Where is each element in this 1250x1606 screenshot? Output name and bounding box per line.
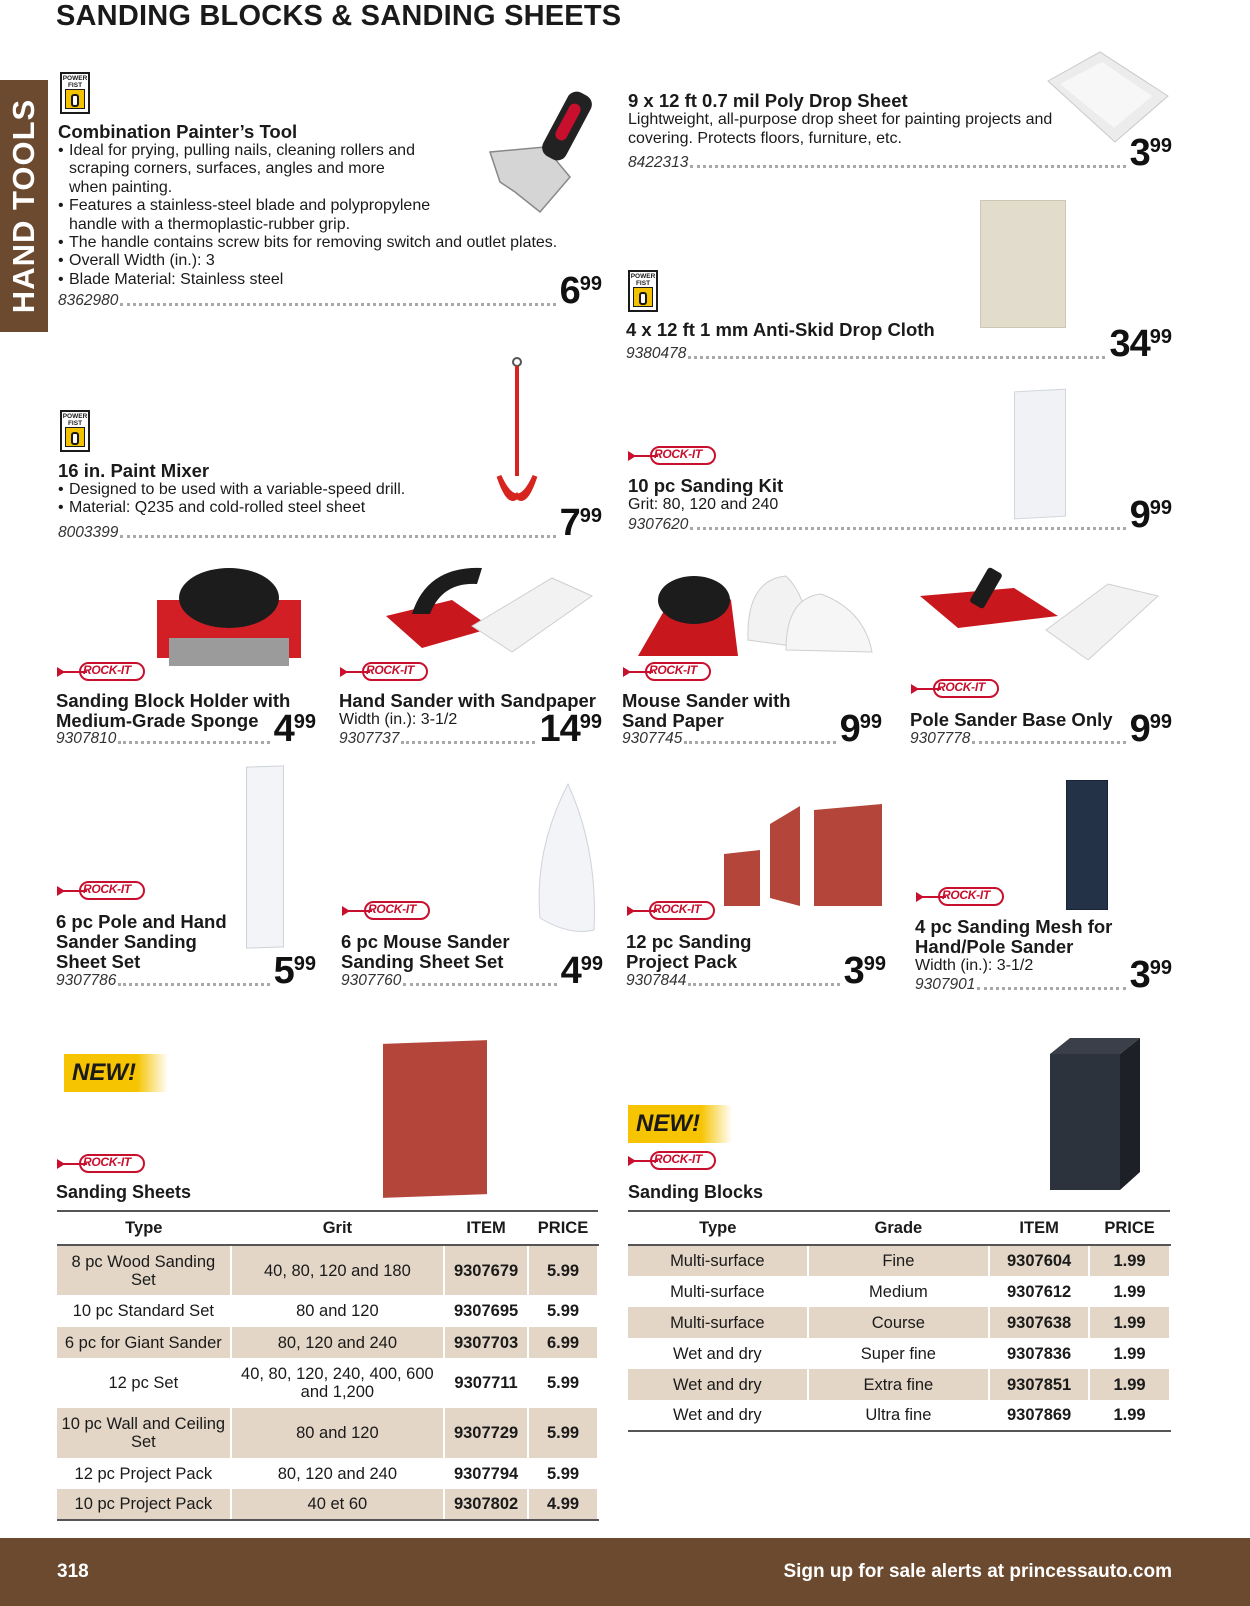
fist-icon [65, 427, 85, 447]
product-title: 6 pc Mouse Sander Sanding Sheet Set [341, 931, 510, 972]
sku-price-row [622, 710, 882, 748]
sku: 9307786 [56, 972, 117, 989]
product-title: Combination Painter’s Tool [58, 121, 298, 142]
sku-price-row [58, 504, 602, 542]
price: 399 [1129, 954, 1172, 996]
price: 499 [560, 950, 603, 992]
product-title: 10 pc Sanding Kit [628, 475, 784, 496]
fist-icon [65, 89, 85, 109]
sku-price-row [339, 710, 602, 748]
sku: 9380478 [626, 345, 687, 362]
price: 499 [273, 708, 316, 750]
product-title: 4 pc Sanding Mesh for Hand/Pole Sander [915, 916, 1113, 957]
mouse-sheets-image [534, 780, 600, 940]
sku: 8362980 [58, 292, 119, 309]
product-title: Pole Sander Base Only [910, 709, 1113, 730]
product-desc: Grit: 80, 120 and 240 [628, 496, 779, 513]
table-row: 10 pc Standard Set 80 and 120 9307695 5.99 [57, 1295, 598, 1327]
table-row: 10 pc Wall and Ceiling Set 80 and 120 9307729 5.99 [57, 1408, 598, 1458]
rock-it-logo: ROCK-IT [916, 886, 1008, 908]
col-item: ITEM [444, 1211, 528, 1245]
paint-mixer-image [495, 356, 541, 526]
pole-sander-image [918, 560, 1164, 660]
table-row: Wet and dry Ultra fine 9307869 1.99 [628, 1400, 1170, 1431]
product-title: 16 in. Paint Mixer [58, 460, 210, 481]
new-badge: NEW! [64, 1054, 168, 1092]
table-row: Multi-surface Medium 9307612 1.99 [628, 1276, 1170, 1307]
price: 3499 [1109, 323, 1172, 365]
sheets-table-title: Sanding Sheets [56, 1182, 192, 1202]
sku-price-row [910, 710, 1172, 748]
product-bullets: • Ideal for prying, pulling nails, cleaning rollers and scraping corners, surfaces, angles and more when painting. • Features a stainless-steel blade and polypropylene handle with a thermoplastic-rubber grip. • The handle contains screw bits for removing switch and outlet plates. • Overall Width (in.): 3 • Blade Material: Stainless steel [58, 142, 598, 289]
sku: 9307901 [915, 976, 976, 993]
table-row: Multi-surface Fine 9307604 1.99 [628, 1245, 1170, 1276]
pole-hand-sheets-image [246, 765, 284, 948]
rock-it-logo: ROCK-IT [623, 661, 715, 683]
page-number: 318 [57, 1561, 89, 1582]
rock-it-logo: ROCK-IT [340, 661, 432, 683]
sku: 9307737 [339, 730, 400, 747]
sku-price-row [628, 496, 1172, 534]
price: 999 [839, 708, 882, 750]
new-badge: NEW! [628, 1105, 732, 1143]
col-price: PRICE [1089, 1211, 1170, 1245]
product-desc: Width (in.): 3-1/2 [915, 957, 1034, 974]
product-title: Hand Sander with Sandpaper [339, 690, 596, 711]
sanding-block-image [1044, 1034, 1144, 1192]
page-title: SANDING BLOCKS & SANDING SHEETS [56, 0, 622, 32]
power-fist-logo: POWER FIST [60, 72, 90, 114]
rock-it-logo: ROCK-IT [342, 900, 434, 922]
page-footer [0, 1538, 1250, 1606]
product-painters-tool[interactable] [58, 122, 598, 289]
product-title: 6 pc Pole and Hand Sander Sanding Sheet Set [56, 911, 227, 972]
rock-it-logo: ROCK-IT [628, 445, 720, 467]
sanding-sheet-image [383, 1040, 487, 1198]
price: 399 [843, 950, 886, 992]
product-title: 4 x 12 ft 1 mm Anti-Skid Drop Cloth [626, 319, 935, 340]
sku-price-row [56, 710, 316, 748]
table-row: 12 pc Project Pack 80, 120 and 240 9307794 5.99 [57, 1458, 598, 1489]
rock-it-logo: ROCK-IT [57, 880, 149, 902]
table-row: Wet and dry Extra fine 9307851 1.99 [628, 1369, 1170, 1400]
product-desc: Lightweight, all-purpose drop sheet for painting projects and covering. Protects floors, furniture, etc. [628, 111, 1053, 147]
col-type: Type [628, 1211, 808, 1245]
power-fist-logo: POWER FIST [628, 270, 658, 312]
sku-price-row [626, 325, 1172, 363]
rock-it-logo: ROCK-IT [911, 678, 1003, 700]
price: 999 [1129, 494, 1172, 536]
table-row: 10 pc Project Pack 40 et 60 9307802 4.99 [57, 1489, 598, 1520]
price: 1499 [539, 708, 602, 750]
price: 799 [559, 502, 602, 544]
product-bullets: • Designed to be used with a variable-speed drill. • Material: Q235 and cold-rolled steel sheet [58, 481, 498, 518]
col-price: PRICE [528, 1211, 598, 1245]
rock-it-logo: ROCK-IT [628, 1150, 720, 1172]
price: 399 [1129, 132, 1172, 174]
sku: 9307760 [341, 972, 402, 989]
drop-cloth-image [980, 200, 1066, 328]
sku-price-row [626, 952, 886, 990]
sku: 9307620 [628, 516, 689, 533]
sku: 8422313 [628, 154, 689, 171]
section-tab [0, 80, 48, 332]
project-pack-image [722, 802, 886, 912]
rock-it-logo: ROCK-IT [627, 900, 719, 922]
power-fist-logo: POWER FIST [60, 410, 90, 452]
rock-it-logo: ROCK-IT [57, 661, 149, 683]
table-row: 8 pc Wood Sanding Set 40, 80, 120 and 180 9307679 5.99 [57, 1245, 598, 1295]
table-header-row [628, 1211, 1170, 1245]
col-type: Type [57, 1211, 231, 1245]
sku-price-row [58, 272, 602, 310]
sale-alerts-link[interactable]: Sign up for sale alerts at princessauto.com [783, 1561, 1172, 1582]
price: 999 [1129, 708, 1172, 750]
sku: 8003399 [58, 524, 119, 541]
table-row: Multi-surface Course 9307638 1.99 [628, 1307, 1170, 1338]
mouse-sander-image [636, 560, 876, 662]
sku: 9307778 [910, 730, 971, 747]
product-title: Sanding Block Holder with Medium-Grade Sponge [56, 690, 291, 731]
blocks-table [628, 1210, 1171, 1432]
table-row: Wet and dry Super fine 9307836 1.99 [628, 1338, 1170, 1369]
table-row: 12 pc Set 40, 80, 120, 240, 400, 600 and 1,200 9307711 5.99 [57, 1358, 598, 1408]
sheets-table [57, 1210, 599, 1521]
sanding-mesh-image [1066, 780, 1108, 910]
section-tab-label: HAND TOOLS [6, 98, 41, 314]
sku-price-row [341, 952, 603, 990]
product-title: Mouse Sander with Sand Paper [622, 690, 791, 731]
hand-sander-image [382, 556, 602, 660]
sku: 9307745 [622, 730, 683, 747]
rock-it-logo: ROCK-IT [57, 1153, 149, 1175]
price: 699 [559, 270, 602, 312]
table-row: 6 pc for Giant Sander 80, 120 and 240 9307703 6.99 [57, 1327, 598, 1358]
col-grit: Grit [231, 1211, 444, 1245]
block-holder-image [155, 562, 305, 670]
col-grade: Grade [808, 1211, 990, 1245]
product-title: 9 x 12 ft 0.7 mil Poly Drop Sheet [628, 90, 908, 111]
price: 599 [273, 950, 316, 992]
sku: 9307810 [56, 730, 117, 747]
product-title: 12 pc Sanding Project Pack [626, 931, 752, 972]
col-item: ITEM [989, 1211, 1089, 1245]
sku-price-row [56, 952, 316, 990]
fist-icon [633, 287, 653, 307]
product-desc: Width (in.): 3-1/2 [339, 711, 458, 728]
sku-price-row [915, 956, 1172, 994]
sku-price-row [628, 134, 1172, 172]
sku: 9307844 [626, 972, 687, 989]
blocks-table-title: Sanding Blocks [628, 1182, 764, 1202]
table-header-row [57, 1211, 598, 1245]
